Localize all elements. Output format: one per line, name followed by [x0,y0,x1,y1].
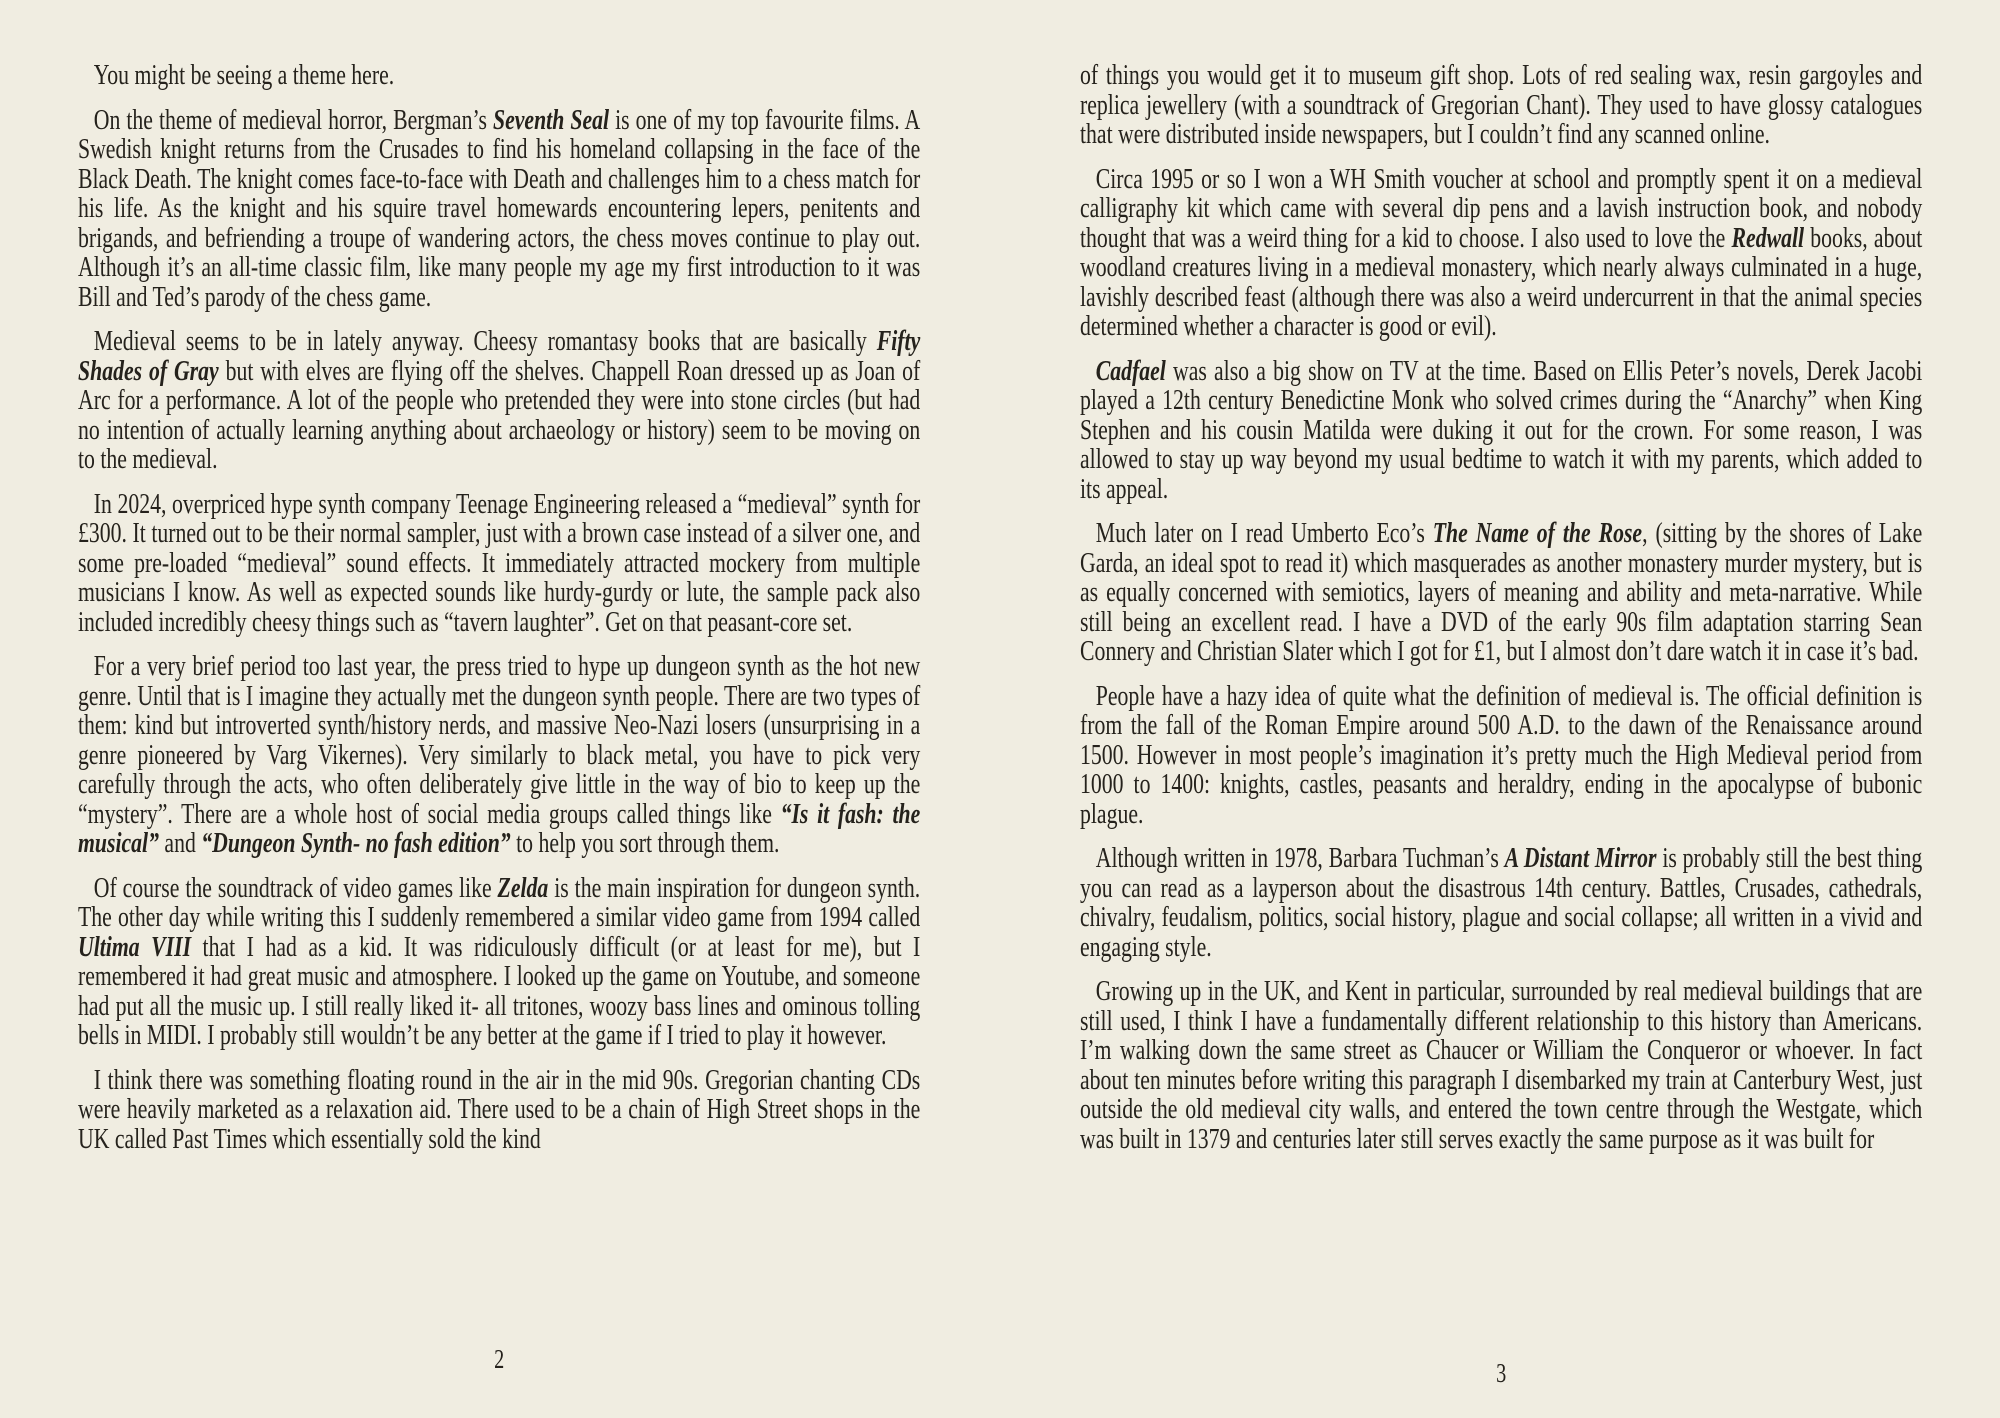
text-run: and [158,827,202,859]
paragraph [1080,519,1922,667]
text-run: to help you sort through them. [510,827,780,859]
emphasized-text: “Dungeon Synth- no fash edition” [201,827,511,859]
emphasized-text: A Distant Mirror [1504,842,1657,874]
text-run: Much later on I read Umberto Eco’s [1095,517,1433,549]
paragraph [1080,162,1923,342]
text-run: People have a hazy idea of quite what the definition of medieval is. The official definition is from the fall of the Roman Empire around 500 A.D. to the dawn of the Renaissance around 1500. However in most people’s imagination it’s pretty much the High Medieval period from 1000 to 1400: knights, castles, peasants and heraldry, ending in the apocalypse of bubonic plague. [1080,679,1923,830]
text-run: Of course the soundtrack of video games like [93,871,498,904]
page-number-3: 3 [1496,1358,1507,1388]
text-run: Circa 1995 or so I won a WH Smith voucher at school and promptly spent it on a medieval calligraphy kit which came with several dip pens and a lavish instruction book, and nobody thought that was a weird thing for a kid to choose. I also used to love the [1080,162,1923,254]
text-run: is one of my top favourite films. A Swedish knight returns from the Crusades to find his homeland collapsing in the face of the Black Death. The knight comes face-to-face with Death and challenges him to a chess match for his life. As the knight and his squire travel homewards encountering lepers, penitents and brigands, and befriending a troupe of wandering actors, the chess moves continue to play out. Although it’s an all-time classic film, like many people my age my first introduction to it was Bill and Ted’s parody of the chess game. [78,103,921,313]
emphasized-text: Seventh Seal [493,103,610,136]
text-run: that I had as a kid. It was ridiculously difficult (or at least for me), but I remembered it had great music and atmosphere. I looked up the game on Youtube, and someone had put all the music up. I still really liked it- all tritones, woozy bass lines and ominous tolling bells in MIDI. I probably still wouldn’t be any better at the game if I tried to play it however. [78,930,921,1051]
paragraph [1080,844,1922,962]
text-run: but with elves are flying off the shelves. Chappell Roan dressed up as Joan of Arc for a performance. A lot of the people who pretended they were into stone circles (but had no intention of actually learning anything about archaeology or history) seem to be moving on to the medieval. [78,354,921,475]
paragraph [78,487,921,638]
text-run: Medieval seems to be in lately anyway. Cheesy romantasy books that are basically [93,325,877,357]
text-run: is the main inspiration for dungeon synth. The other day while writing this I suddenly remembered a similar video game from 1994 called [78,871,921,933]
emphasized-text: Fifty Shades of Gray [78,325,921,387]
emphasized-text: “Is it fash: the musical” [78,797,921,859]
paragraph [1080,977,1922,1154]
paragraph [1080,679,1923,830]
text-run: Although written in 1978, Barbara Tuchman’s [1095,842,1505,874]
text-run: books, about woodland creatures living in a medieval monastery, which nearly always culminated in a huge, lavishly described feast (although there was also a weird undercurrent in that the animal species determined whether a character is good or evil). [1080,221,1923,342]
text-run: On the theme of medieval horror, Bergman’s [93,103,494,136]
paragraph [1080,61,1922,150]
emphasized-text: Redwall [1731,221,1805,254]
text-run: For a very brief period too last year, the press tried to hype up dungeon synth as the hot new genre. Until that is I imagine they actually met the dungeon synth people. There are two types of them: kind but introverted synth/history nerds, and massive Neo-Nazi losers (unsurprising in a genre pioneered by Varg Vikernes). Very similarly to black metal, you have to pick very carefully through the acts, who often deliberately give little in the way of bio to keep up the “mystery”. There are a whole host of social media groups called things like [78,650,921,830]
paragraph [78,652,920,859]
text-run: Growing up in the UK, and Kent in particular, surrounded by real medieval buildings that are still used, I think I have a fundamentally different relationship to this history than Americans. I’m walking down the same street as Chaucer or William the Conqueror or whoever. In fact about ten minutes before writing this paragraph I disembarked my train at Canterbury West, just outside the old medieval city walls, and entered the town centre through the Westgate, which was built in 1379 and centuries later still serves exactly the same purpose as it was built for [1080,975,1923,1155]
paragraph [78,871,921,1051]
text-run: , (sitting by the shores of Lake Garda, an ideal spot to read it) which masquerades as another monastery murder mystery, but is as equally concerned with semiotics, layers of meaning and ability and meta-narrative. While still being an excellent read. I have a DVD of the early 90s film adaptation starring Sean Connery and Christian Slater which I got for £1, but I almost don’t dare watch it in case it’s bad. [1080,517,1923,667]
page-3 [1080,61,2000,1169]
text-run: of things you would get it to museum gift shop. Lots of red sealing wax, resin gargoyles and replica jewellery (with a soundtrack of Gregorian Chant). They used to have glossy catalogues that were distributed inside newspapers, but I couldn’t find any scanned online. [1080,59,1923,150]
emphasized-text: Cadfael [1095,354,1166,387]
emphasized-text: Zelda [497,871,549,904]
paragraph [78,61,920,91]
page-2 [78,61,1201,1169]
paragraph [1080,354,1923,505]
paragraph [78,327,920,475]
page-2-text [78,61,920,1154]
emphasized-text: The Name of the Rose [1432,517,1643,549]
text-run: You might be seeing a theme here. [93,59,395,91]
page-3-text [1080,61,1922,1154]
text-run: I think there was something floating round in the air in the mid 90s. Gregorian chanting CDs were heavily marketed as a relaxation aid. There used to be a chain of High Street shops in the UK called Past Times which essentially sold the kind [78,1063,921,1155]
text-run: was also a big show on TV at the time. Based on Ellis Peter’s novels, Derek Jacobi played a 12th century Benedictine Monk who solved crimes during the “Anarchy” when King Stephen and his cousin Matilda were duking it out for the crown. For some reason, I was allowed to stay up way beyond my usual bedtime to watch it with my parents, which added to its appeal. [1080,354,1923,505]
text-run: In 2024, overpriced hype synth company Teenage Engineering released a “medieval” synth for £300. It turned out to be their normal sampler, just with a brown case instead of a silver one, and some pre-loaded “medieval” sound effects. It immediately attracted mockery from multiple musicians I know. As well as expected sounds like hurdy-gurdy or lute, the sample pack also included incredibly cheesy things such as “tavern laughter”. Get on that peasant-core set. [78,487,921,638]
paragraph [78,103,921,313]
emphasized-text: Ultima VIII [78,930,192,963]
page-number-2: 2 [494,1344,505,1374]
text-run: is probably still the best thing you can read as a layperson about the disastrous 14th century. Battles, Crusades, cathedrals, chivalry, feudalism, politics, social history, plague and social collapse; all written in a vivid and engaging style. [1080,842,1923,963]
paragraph [78,1063,921,1155]
